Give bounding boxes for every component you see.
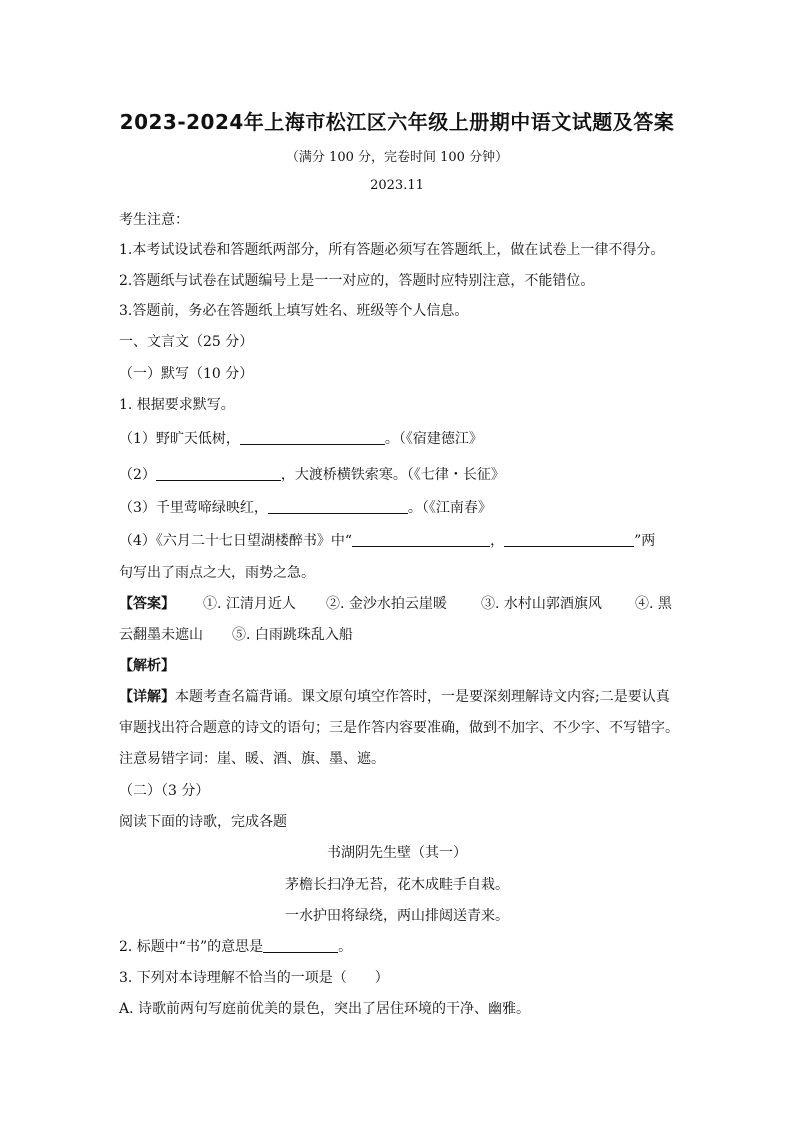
item-suffix: ，大渡桥横铁索寒。（《七律・长征》: [280, 467, 505, 483]
question-item: 3. 下列对本诗理解不恰当的一项是（ ）: [119, 970, 389, 986]
answer-item: ①. 江清月近人: [203, 596, 296, 612]
notice-item: 1.本考试设试卷和答题纸两部分，所有答题必须写在答题纸上，做在试卷上一律不得分。: [119, 242, 665, 258]
page-title: 2023-2024年上海市松江区六年级上册期中语文试题及答案: [119, 110, 675, 134]
part-heading: （二）（3 分）: [119, 783, 210, 799]
notice-heading: 考生注意：: [119, 212, 189, 228]
item-suffix: 。: [338, 939, 353, 955]
answer-item: ③. 水村山郭酒旗风: [481, 596, 602, 612]
item-suffix: ”两: [634, 533, 656, 549]
analysis-line: 审题找出符合题意的诗文的语句；三是作答内容要准确，做到不加字、不少字、不写错字。: [119, 720, 679, 736]
item-prefix: （1）野旷天低树，: [119, 431, 240, 447]
analysis-line: [119, 686, 679, 706]
answer-blank[interactable]: [352, 532, 490, 547]
answer-item: ④. 黑: [635, 596, 672, 612]
notice-item: 2.答题纸与试卷在试题编号上是一一对应的，答题时应特别注意，不能错位。: [119, 273, 595, 289]
answer-line-cont: [119, 624, 679, 644]
answer-item: ②. 金沙水拍云崖暖: [326, 596, 447, 612]
answer-line: [119, 593, 679, 613]
question-item: [119, 530, 679, 550]
question-item: [119, 428, 679, 448]
part-heading: （一）默写（10 分）: [119, 366, 254, 382]
answer-item: 云翻墨未遮山: [119, 627, 203, 643]
section-heading: 一、文言文（25 分）: [119, 334, 254, 350]
exam-subtitle: （满分 100 分，完卷时间 100 分钟）: [285, 150, 509, 165]
question-item: [119, 936, 679, 956]
poem-line: 一水护田将绿绕，两山排闼送青来。: [285, 908, 509, 924]
answer-blank[interactable]: [263, 938, 338, 953]
notice-item: 3.答题前，务必在答题纸上填写姓名、班级等个人信息。: [119, 303, 469, 319]
question-stem: 1. 根据要求默写。: [119, 397, 235, 413]
answer-blank[interactable]: [240, 430, 385, 445]
item-prefix: （2）: [119, 467, 156, 483]
detail-label: 【详解】: [119, 689, 175, 705]
item-prefix: 2. 标题中“书”的意思是: [119, 939, 264, 955]
question-item-cont: 句写出了雨点之大，雨势之急。: [119, 565, 315, 581]
poem-title: 书湖阴先生壁（其一）: [327, 845, 467, 861]
item-prefix: （4）《六月二十七日望湖楼醉书》中“: [119, 533, 353, 549]
question-item: [119, 497, 679, 517]
analysis-text: 本题考查名篇背诵。课文原句填空作答时，一是要深刻理解诗文内容;二是要认真: [175, 689, 670, 705]
answer-item: ⑤. 白雨跳珠乱入船: [232, 627, 353, 643]
item-suffix: 。（《宿建德江》: [384, 431, 483, 447]
poem-line: 茅檐长扫净无苔，花木成畦手自栽。: [285, 877, 509, 893]
answer-blank[interactable]: [504, 532, 634, 547]
option-a: A. 诗歌前两句写庭前优美的景色，突出了居住环境的干净、幽雅。: [119, 1001, 531, 1017]
analysis-line: 注意易错字词：崖、暖、酒、旗、墨、遮。: [119, 751, 385, 767]
analysis-label: 【解析】: [119, 658, 175, 674]
item-mid: ，: [490, 533, 505, 549]
item-prefix: （3）千里莺啼绿映红，: [119, 500, 268, 516]
question-item: [119, 464, 679, 484]
read-prompt: 阅读下面的诗歌，完成各题: [119, 814, 287, 830]
answer-blank[interactable]: [156, 466, 281, 481]
answer-label: 【答案】: [119, 596, 175, 612]
exam-date: 2023.11: [370, 178, 424, 193]
answer-blank[interactable]: [268, 499, 408, 514]
item-suffix: 。（《江南春》: [407, 500, 492, 516]
